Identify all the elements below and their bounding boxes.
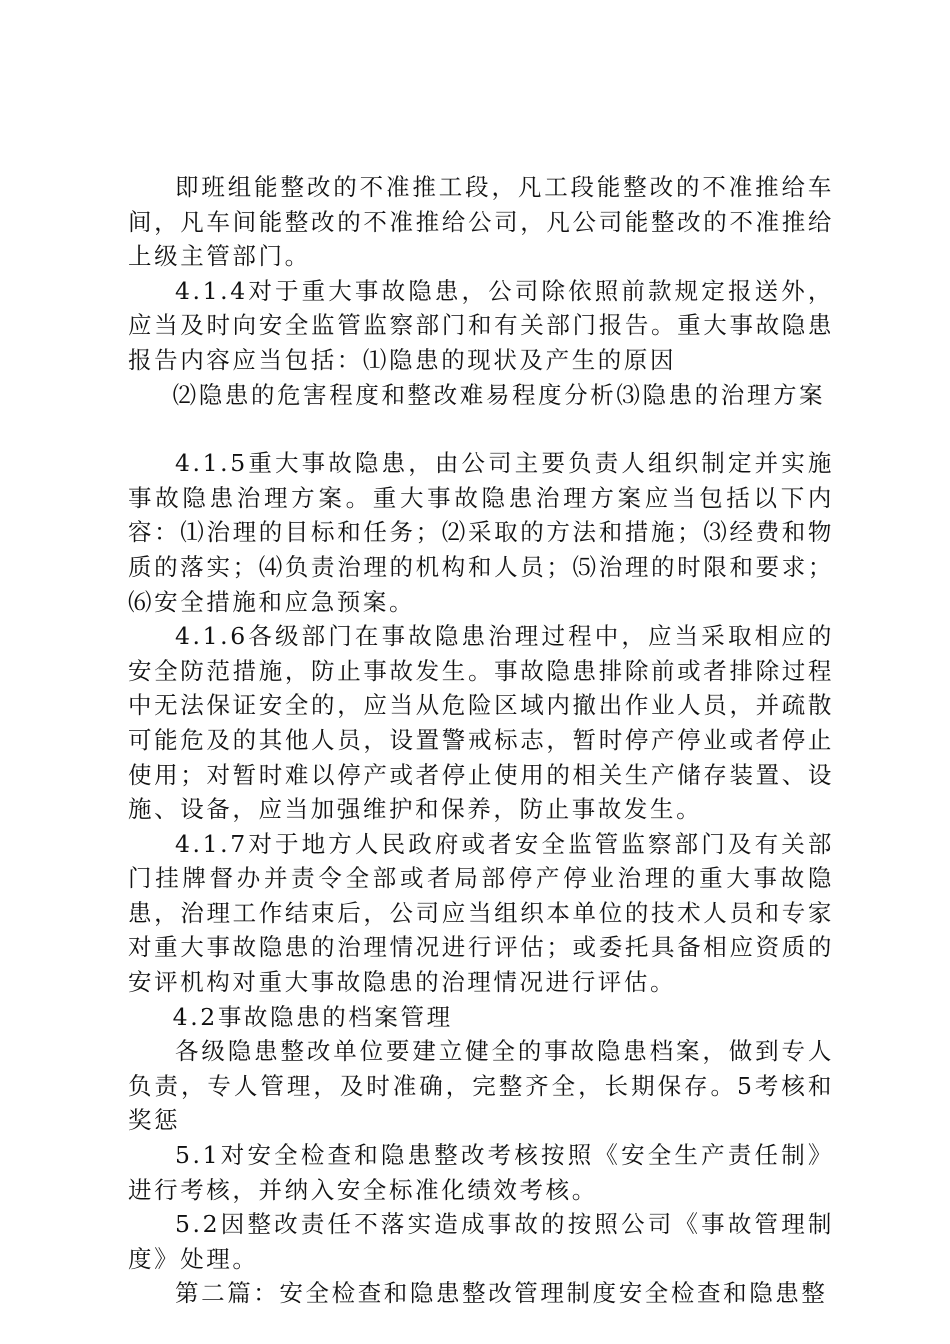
paragraph-4-1-6: 4.1.6各级部门在事故隐患治理过程中，应当采取相应的安全防范措施，防止事故发生。事故隐患排除前或者排除过程中无法保证安全的，应当从危险区域内撤出作业人员，并疏散可能危及的其他人员，设置警戒标志，暂时停产停业或者停止使用；对暂时难以停产或者停止使用的相关生产储存装置、设施、设备，应当加强维护和保养，防止事故发生。: [128, 622, 834, 824]
paragraph-archive-management: 各级隐患整改单位要建立健全的事故隐患档案，做到专人负责，专人管理，及时准确，完整齐全，长期保存。5考核和奖惩: [128, 1037, 834, 1135]
paragraph-4-1-5: 4.1.5重大事故隐患，由公司主要负责人组织制定并实施事故隐患治理方案。重大事故隐患治理方案应当包括以下内容：⑴治理的目标和任务；⑵采取的方法和措施；⑶经费和物质的落实；⑷负责治理的机构和人员；⑸治理的时限和要求；⑹安全措施和应急预案。: [128, 449, 834, 616]
paragraph-4-1-7: 4.1.7对于地方人民政府或者安全监管监察部门及有关部门挂牌督办并责令全部或者局部停产停业治理的重大事故隐患，治理工作结束后，公司应当组织本单位的技术人员和专家对重大事故隐患的治理情况进行评估；或委托具备相应资质的安评机构对重大事故隐患的治理情况进行评估。: [128, 829, 834, 997]
paragraph-4-1-4: 4.1.4对于重大事故隐患，公司除依照前款规定报送外，应当及时向安全监管监察部门和有关部门报告。重大事故隐患报告内容应当包括：⑴隐患的现状及产生的原因: [128, 276, 834, 374]
paragraph-4-1-4-continued: ⑵隐患的危害程度和整改难易程度分析⑶隐患的治理方案: [172, 380, 826, 409]
document-body: [128, 170, 834, 1311]
heading-4-2: 4.2事故隐患的档案管理: [172, 1002, 453, 1031]
paragraph-5-1: 5.1对安全检查和隐患整改考核按照《安全生产责任制》进行考核，并纳入安全标准化绩效考核。: [128, 1141, 834, 1204]
paragraph-second-part-title: 第二篇：安全检查和隐患整改管理制度安全检查和隐患整: [175, 1279, 828, 1308]
paragraph-5-2: 5.2因整改责任不落实造成事故的按照公司《事故管理制度》处理。: [128, 1210, 834, 1273]
paragraph-rectification-responsibility: 即班组能整改的不准推工段，凡工段能整改的不准推给车间，凡车间能整改的不准推给公司，凡公司能整改的不准推给上级主管部门。: [128, 173, 834, 271]
